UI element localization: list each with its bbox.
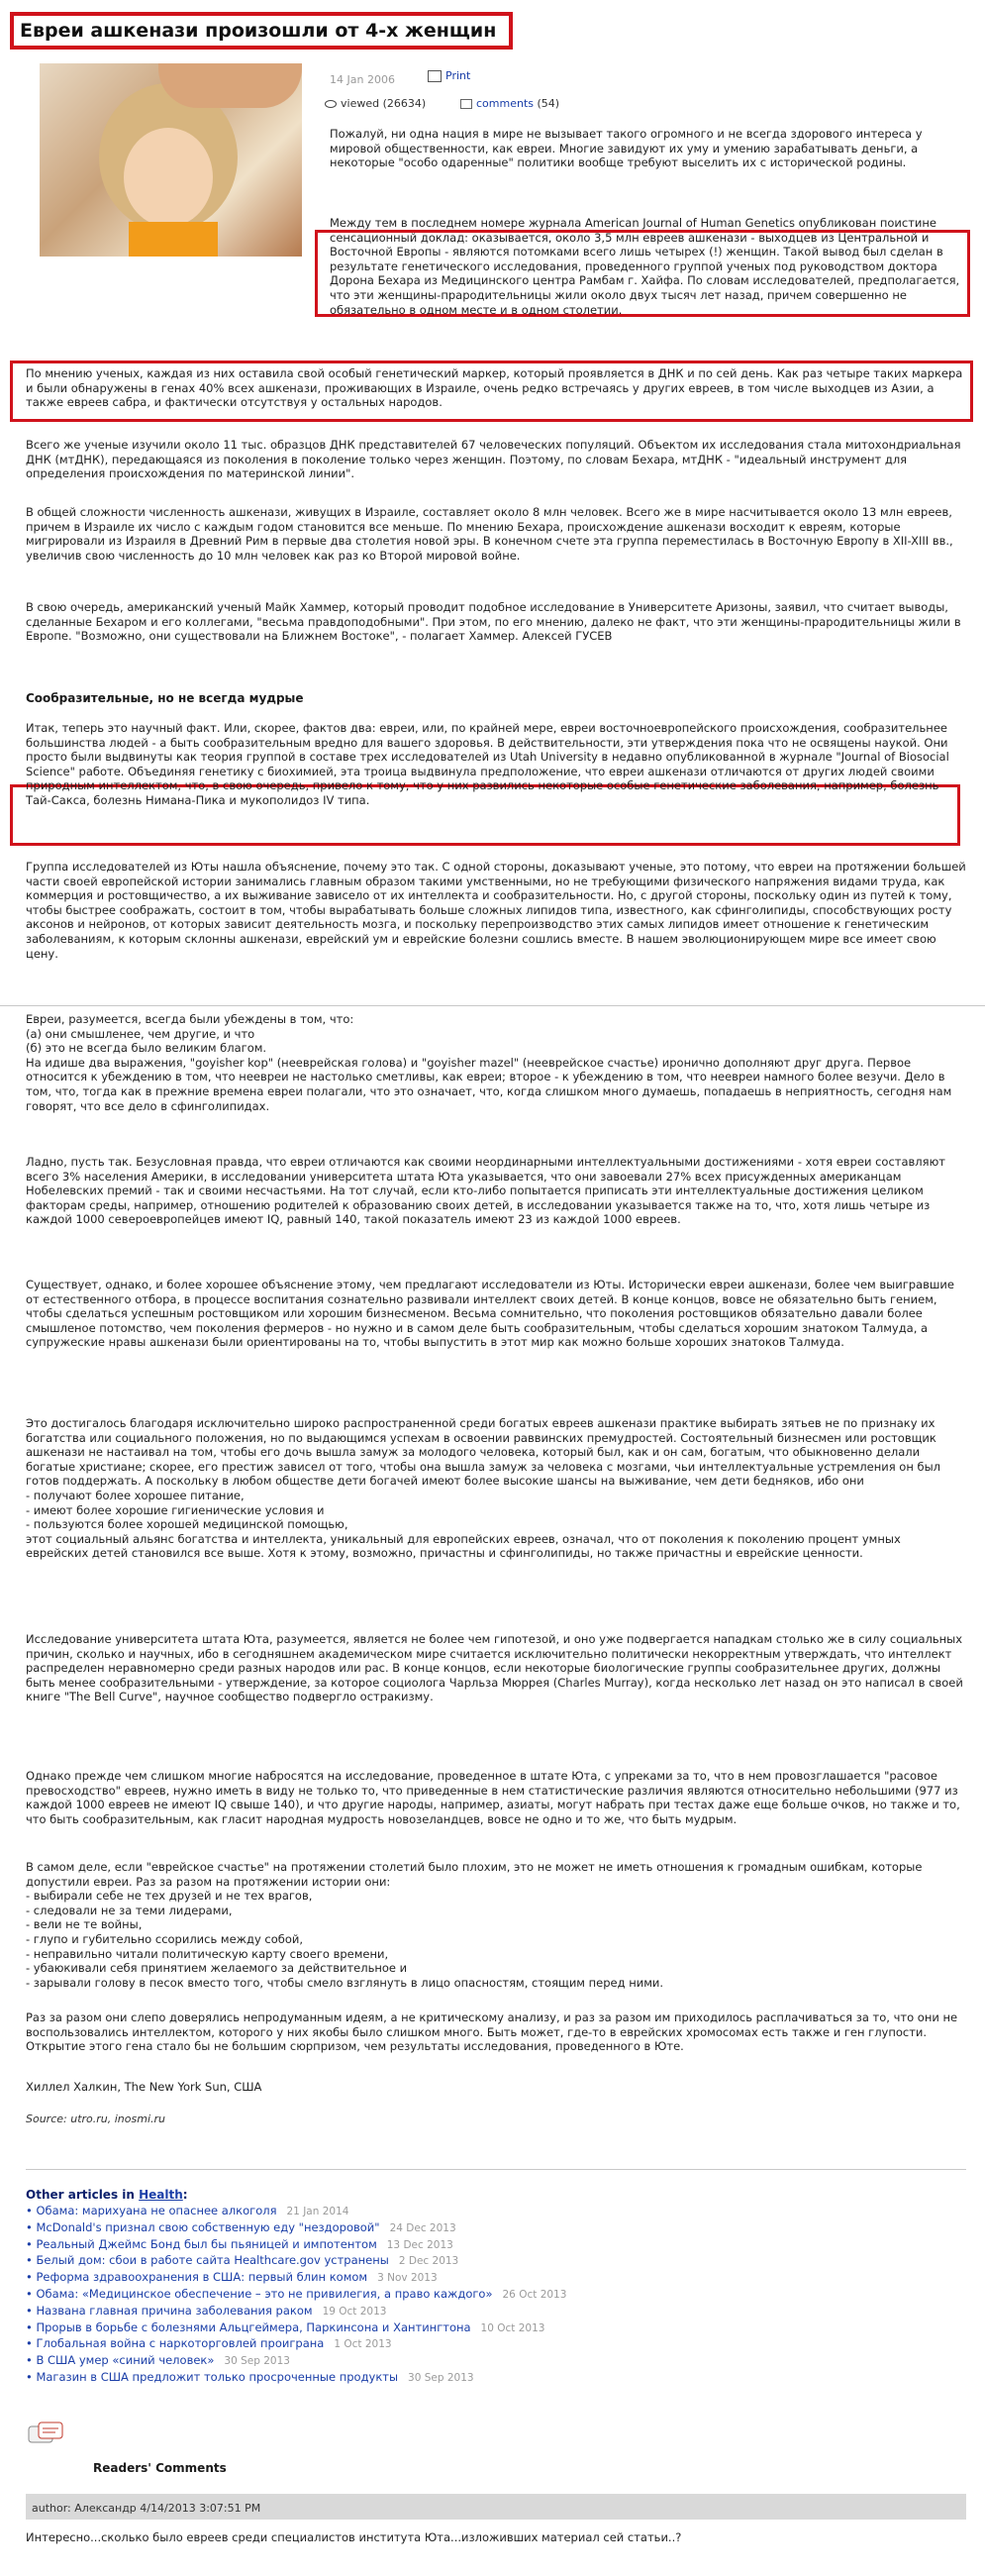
section-link-health[interactable]: Health bbox=[139, 2188, 183, 2202]
list-item bbox=[26, 2336, 566, 2353]
article-link[interactable]: Обама: марихуана не опаснее алкоголя bbox=[36, 2204, 277, 2217]
article-paragraph: Группа исследователей из Юты нашла объяснение, почему это так. С одной стороны, доказывают ученые, это потому, что евреи на протяжении большей части своей европейской истории занимались главным образом такими умственными, но не требующими физического напряжения видами труда, как коммерция и ростовщичество, а их выживание зависело от их интеллекта и сообразительности. Но, с другой стороны, поскольку один из путей к тому, чтобы быстрее соображать, состоит в том, чтобы вырабатывать больше сложных липидов типа, известного, как сфинголипиды, способствующих росту аксонов и нейронов, от которых зависит деятельность мозга, и поскольку перепроизводство этих самых липидов имеет отношение к генетическим заболеваниям, к которым склонны ашкенази, еврейский ум и еврейские болезни сошлись вместе. В нашем эволюционирующем мире все имеет свою цену. bbox=[26, 860, 966, 961]
section-subheading: Сообразительные, но не всегда мудрые bbox=[26, 691, 304, 705]
printer-icon bbox=[428, 70, 442, 82]
article-date: 2 Dec 2013 bbox=[398, 2255, 459, 2268]
comments-count: (54) bbox=[537, 97, 560, 110]
article-paragraph: Исследование университета штата Юта, разумеется, является не более чем гипотезой, и оно уже подвергается нападкам столько же в силу социальных причин, сколько и научных, ибо в сегодняшнем академическом мире считается исключительно политически некорректным утверждать, что интеллект распределен неравномерно среди разных народов или рас. В конце концов, если некоторые биологические группы сообразительнее других, должны быть менее сообразительными - утверждение, за которое социолога Чарльза Мюррея (Charles Murray), когда несколько лет назад он это написал в своей книге "The Bell Curve", научное сообщество подвергло остракизму. bbox=[26, 1632, 963, 1704]
article-paragraph: Пожалуй, ни одна нация в мире не вызывает такого огромного и не всегда здорового интереса у мировой общественности, как евреи. Многие завидуют их уму и умению зарабатывать деньги, а некоторые "особо одаренные" политики вообще требуют выселить их с исторической родины. bbox=[330, 127, 923, 170]
article-date: 10 Oct 2013 bbox=[480, 2321, 545, 2334]
article-date: 1 Oct 2013 bbox=[334, 2338, 392, 2351]
article-date: 26 Oct 2013 bbox=[502, 2288, 567, 2301]
article-date: 30 Sep 2013 bbox=[224, 2355, 290, 2368]
article-link[interactable]: Обама: «Медицинское обеспечение – это не привилегия, а право каждого» bbox=[36, 2286, 493, 2301]
views-label: viewed (26634) bbox=[341, 97, 427, 110]
article-date: 13 Dec 2013 bbox=[386, 2238, 453, 2251]
article-author: Хиллел Халкин, The New York Sun, США bbox=[26, 2080, 262, 2094]
article-paragraph: Однако прежде чем слишком многие набросятся на исследование, проведенное в штате Юта, с упреками за то, что в нем провозглашается "расовое превосходство" евреев, нужно иметь в виду не только то, что приведенные в нем статистические различия являются относительно небольшими (977 из каждой 1000 евреев не имеют IQ свыше 140), и что другие народы, например, азиаты, могут набрать при тестах даже еще больше очков, но также и то, что быть сообразительным, как гласит народная мудрость новозеландцев, вовсе не одно и то же, что быть мудрым. bbox=[26, 1769, 960, 1826]
list-item bbox=[26, 2270, 566, 2287]
article-paragraph: Всего же ученые изучили около 11 тыс. образцов ДНК представителей 67 человеческих популяций. Объектом их исследования стала митохондриальная ДНК (мтДНК), передающаяся из поколения в поколение только через женщин. Поэтому, по словам Бехара, мтДНК - "идеальный инструмент для определения происхождения по материнской линии". bbox=[26, 438, 961, 481]
list-item bbox=[26, 2304, 566, 2320]
article-link[interactable]: Прорыв в борьбе с болезнями Альцгеймера, Паркинсона и Хантингтона bbox=[36, 2319, 471, 2334]
article-date: 30 Sep 2013 bbox=[408, 2371, 474, 2384]
article-paragraph: Евреи, разумеется, всегда были убеждены в том, что: (а) они смышленее, чем другие, и что (б) это не всегда было великим благом. На идише два выражения, "goyisher kop" (нееврейская голова) и "goyisher mazel" (нееврейское счастье) иронично дополняют друг друга. Первое относится к убеждению в том, что неевреи не настолько сметливы, как евреи; второе - к убеждению в том, что неевреи намного более везучи. Дело в том, что, тогда как в прежние времена евреи полагали, что это означает, что, когда слишком много думаешь, попадаешь в неприятность, сегодня нам говорят, что все дело в сфинголипидах. bbox=[26, 1012, 952, 1113]
list-item bbox=[26, 2287, 566, 2304]
readers-comments-icon bbox=[28, 2421, 63, 2450]
article-paragraph: В самом деле, если "еврейское счастье" на протяжении столетий было плохим, это не может не иметь отношения к громадным ошибкам, которые допустили евреи. Раз за разом на протяжении истории они: - выбирали себе не тех друзей и не тех врагов, - следовали не за теми лидерами, - вели не те войны, - глупо и губительно ссорились между собой, - неправильно читали политическую карту своего времени, - убаюкивали себя принятием желаемого за действительное и - зарывали голову в песок вместо того, чтобы смело взглянуть в лицо опасностям, стоящим перед ними. bbox=[26, 1860, 923, 1990]
article-paragraph: По мнению ученых, каждая из них оставила свой особый генетический маркер, который проявляется в ДНК и по сей день. Как раз четыре таких маркера и были обнаружены в генах 40% всех ашкенази, проживающих в Израиле, очень редко встречаясь у других евреев, в том числе выходцев из Азии, а также евреев сабра, и фактически отсутствуя у остальных народов. bbox=[26, 366, 963, 410]
article-date: 21 Jan 2014 bbox=[286, 2206, 349, 2217]
article-source: Source: utro.ru, inosmi.ru bbox=[26, 2112, 165, 2125]
list-item bbox=[26, 2370, 566, 2387]
views-count bbox=[325, 97, 426, 110]
article-link[interactable]: В США умер «синий человек» bbox=[36, 2353, 215, 2368]
article-link[interactable]: McDonald's признал свою собственную еду "нездоровой" bbox=[36, 2219, 380, 2234]
comments-info bbox=[460, 97, 559, 110]
list-item bbox=[26, 2237, 566, 2254]
page-title: Евреи ашкенази произошли от 4-х женщин bbox=[20, 20, 497, 42]
article-paragraph: В общей сложности численность ашкенази, живущих в Израиле, составляет около 8 млн человек. Всего же в мире насчитывается около 13 млн евреев, причем в Израиле их число с каждым годом становится все меньше. По мнению Бехара, происхождение ашкенази восходит к евреям, которые мигрировали из Израиля в Древний Рим в первые два столетия новой эры. В конечном счете эта группа переместилась в Восточную Европу в XII-XIII вв., увеличив свою численность до 10 млн человек как раз ко Второй мировой войне. bbox=[26, 505, 953, 563]
list-item bbox=[26, 2253, 566, 2270]
other-articles-heading: Other articles in Health: bbox=[26, 2188, 188, 2202]
article-link[interactable]: Белый дом: сбои в работе сайта Healthcare.gov устранены bbox=[36, 2253, 389, 2268]
article-paragraph: Это достигалось благодаря исключительно широко распространенной среди богатых евреев ашкенази практике выбирать зятьев не по признаку их богатства или социального положения, но по выдающимся успехам в освоении раввинских премудростей. Состоятельный бизнесмен или ростовщик ашкенази не настаивал на том, чтобы его дочь вышла замуж за молодого человека, который был, как и он сам, богатым, что обыкновенно делали богатые христиане; скорее, его престиж зависел от того, чтобы она вышла замуж за человека с мозгами, чьи интеллектуальные устремления он был готов поддержать. А поскольку в любом обществе дети богачей имеют более высокие шансы на выживание, чем дети бедняков, ибо они - получают более хорошее питание, - имеют более хорошие гигиенические условия и - пользуются более хорошей медицинской помощью, этот социальный альянс богатства и интеллекта, уникальный для европейских евреев, означал, что от поколения к поколению процент умных еврейских детей становился все выше. Хотя к этому, возможно, причастны и сфинголипиды, но также причастны и еврейские ценности. bbox=[26, 1416, 941, 1561]
divider bbox=[0, 1005, 985, 1006]
article-link[interactable]: Глобальная война с наркоторговлей проиграна bbox=[36, 2336, 325, 2351]
article-link[interactable]: Реформа здравоохранения в США: первый блин комом bbox=[36, 2270, 368, 2285]
comments-link[interactable]: comments bbox=[476, 97, 534, 110]
article-photo bbox=[40, 63, 302, 257]
divider bbox=[26, 2169, 966, 2170]
article-date: 19 Oct 2013 bbox=[322, 2305, 387, 2318]
article-paragraph: Итак, теперь это научный факт. Или, скорее, фактов два: евреи, или, по крайней мере, евреи восточноевропейского происхождения, сообразительнее большинства людей - а быть сообразительным вредно для вашего здоровья. В действительности, эти утверждения пока что не освящены наукой. Они просто были выдвинуты как теория группой в составе трех исследователей из Utah University в недавно опубликованной в журнале "Journal of Biosocial Science" работе. Объединяя генетику с биохимией, эта троица выдвинула предположение, что евреи ашкенази отличаются от других людей своими природным интеллектом, что, в свою очередь, привело к тому, что у них развились некоторые особые генетические заболевания, например, болезнь Тай-Сакса, болезнь Нимана-Пика и мукополидоз IV типа. bbox=[26, 721, 949, 807]
article-date: 14 Jan 2006 bbox=[330, 73, 395, 86]
list-item bbox=[26, 2204, 566, 2220]
article-paragraph: Между тем в последнем номере журнала American Journal of Human Genetics опубликован поистине сенсационный доклад: оказывается, около 3,5 млн евреев ашкенази - выходцев из Центральной и Восточной Европы - являются потомками всего лишь четырех (!) женщин. Такой вывод был сделан в результате генетического исследования, проведенного группой ученых под руководством доктора Дорона Бехара из Медицинского центра Рамбам г. Хайфа. По словам исследователей, предполагается, что эти женщины-прародительницы жили около двух тысяч лет назад, причем совершенно не обязательно в одном месте и в одном столетии. bbox=[330, 216, 960, 317]
article-paragraph: Существует, однако, и более хорошее объяснение этому, чем предлагают исследователи из Юты. Исторически евреи ашкенази, более чем выигравшие от естественного отбора, в процессе воспитания сознательно развивали интеллект своих детей. В конце концов, вовсе не обязательно быть гением, чтобы сделаться успешным ростовщиком или хорошим бизнесменом. Весьма сомнительно, что поколения ростовщиков обязательно давали более смышленое потомство, чем поколения фермеров - но нужно и в самом деле быть сообразительным, чтобы сделаться хорошим знатоком Талмуда, а супружеские нравы ашкенази были ориентированы на то, чтобы выпустить в этот мир как можно больше хороших знатоков Талмуда. bbox=[26, 1278, 954, 1350]
article-date: 3 Nov 2013 bbox=[377, 2272, 438, 2285]
list-item bbox=[26, 2220, 566, 2237]
article-paragraph: Раз за разом они слепо доверялись непродуманным идеям, а не критическому анализу, и раз за разом им приходилось расплачиваться за то, что они не воспользовались интеллектом, которого у них якобы было слишком много. Быть может, где-то в еврейских хромосомах есть также и ген глупости. Открытие этого гена стало бы не большим сюрпризом, чем результаты исследования, проведенного в Юте. bbox=[26, 2010, 958, 2054]
print-label: Print bbox=[445, 69, 471, 82]
article-link[interactable]: Реальный Джеймс Бонд был бы пьяницей и импотентом bbox=[36, 2236, 377, 2251]
print-link[interactable] bbox=[428, 69, 470, 82]
article-link[interactable]: Названа главная причина заболевания раком bbox=[36, 2303, 313, 2318]
comment-bubble-icon bbox=[460, 99, 472, 109]
article-paragraph: В свою очередь, американский ученый Майк Хаммер, который проводит подобное исследование в Университете Аризоны, заявил, что считает выводы, сделанные Бехаром и его коллегами, "весьма правдоподобными". При этом, по его мнению, далеко не факт, что эти женщины-прародительницы жили в Европе. "Возможно, они существовали на Ближнем Востоке", - полагает Хаммер. Алексей ГУСЕВ bbox=[26, 600, 961, 644]
article-link[interactable]: Магазин в США предложит только просроченные продукты bbox=[36, 2369, 399, 2384]
other-articles-list bbox=[26, 2204, 566, 2387]
article-date: 24 Dec 2013 bbox=[389, 2221, 456, 2234]
article-paragraph: Ладно, пусть так. Безусловная правда, что евреи отличаются как своими неординарными интеллектуальными достижениями - хотя евреи составляют всего 3% населения Америки, в исследовании университета штата Юта указывается, что они завоевали 27% всех присужденных американцам Нобелевских премий - так и своими несчастьями. На тот случай, если кто-либо попытается приписать эти интеллектуальные достижения целиком факторам среды, например, отношению родителей к образованию своих детей, в исследовании указывается также на то, что, хотя лишь четыре из каждой 1000 североевропейцев имеют IQ, равный 140, такой показатель имеют 23 из каждой 1000 евреев. bbox=[26, 1155, 945, 1227]
list-item bbox=[26, 2320, 566, 2337]
readers-comments-heading: Readers' Comments bbox=[93, 2461, 227, 2475]
comment-text: Интересно...сколько было евреев среди специалистов института Юта...изложивших материал сей статьи..? bbox=[26, 2530, 682, 2544]
comment-author: author: Александр 4/14/2013 3:07:51 PM bbox=[32, 2502, 261, 2515]
list-item bbox=[26, 2353, 566, 2370]
eye-icon bbox=[325, 100, 337, 108]
